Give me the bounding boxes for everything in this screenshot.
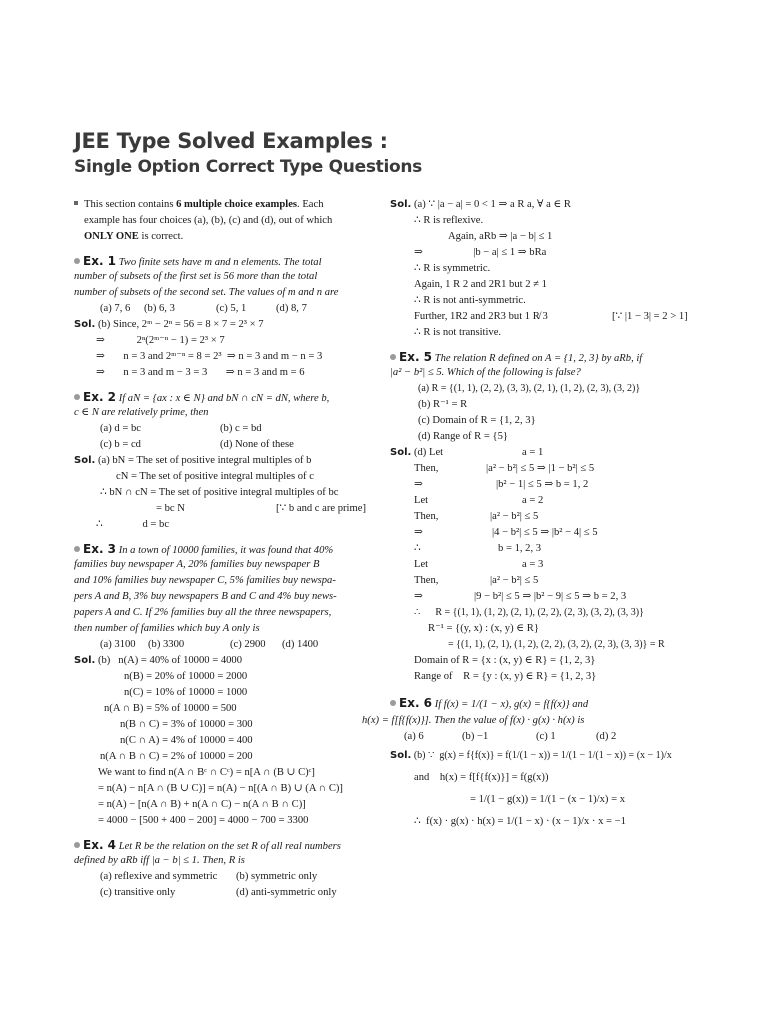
page-subtitle: Single Option Correct Type Questions xyxy=(74,157,423,178)
right-column xyxy=(362,197,700,833)
options: (a) 7, 6 (b) 6, 3 (c) 5, 1 (d) 8, 7 xyxy=(100,303,307,314)
example-label: Ex. 4 xyxy=(83,838,117,852)
example-label: Ex. 3 xyxy=(83,542,117,556)
example-label: Ex. 5 xyxy=(399,350,433,364)
solution-label: Sol. xyxy=(74,655,96,666)
example-label: Ex. 2 xyxy=(83,390,117,404)
bullet-dot-icon xyxy=(74,842,80,848)
example-3: Ex. 3 In a town of 10000 families, it was found that 40% families buy newspaper A, 20% families buy newspaper B and 10% families buy newspaper C, 5% families buy newspa- pers A and B, 3% buy newspapers B and C and 4% buy news- papers A and C. If 2% families buy all the three newspapers, then number of families which buy A only is (a) 3100 (b) 3300 (c) 2900 (d) 1400 Sol. (b) n(A) = 40% of 10000 = 4000 n(B) = 20% of 10000 = 2000 n(C) = 10% of 10000 = 1000 n(A ∩ B) = 5% of 10000 = 500 n(B ∩ C) = 3% of 10000 = 300 n(C ∩ A) = 4% of 10000 = 400 n(A ∩ B ∩ C) = 2% of 10000 = 200 We want to find n(A ∩ Bᶜ ∩ Cᶜ) = n[A ∩ (B ∪ C)ᶜ] = n(A) − n[A ∩ (B ∪ C)] = n(A) − n[(A ∩ B) ∪ (A ∩ C)] = n(A) − [n(A ∩ B) + n(A ∩ C) − n(A ∩ B ∩ C)] = 4000 − [500 + 400 − 200] = 4000 − 700 = 3300 xyxy=(74,542,343,826)
example-4: Ex. 4 Let R be the relation on the set R of all real numbers defined by aRb iff |a − b| ≤ 1. Then, R is (a) reflexive and symmetric (b) symmetric only (c) transitive only (d) anti-symmetric only xyxy=(74,838,341,898)
bullet-dot-icon xyxy=(74,394,80,400)
page-heading xyxy=(74,128,422,178)
example-6: Ex. 6 If f(x) = 1/(1 − x), g(x) = f{f(x)} and h(x) = f[f{f(x)}]. Then the value of f(x) · g(x) · h(x) is (a) 6 (b) −1 (c) 1 (d) 2 Sol. (b) ∵ g(x) = f{f(x)} = f(1/(1 − x)) = 1/(1 − 1/(1 − x)) = (x − 1)/x and h(x) = f[f{f(x)}] = f(g(x)) = 1/(1 − g(x)) = 1/(1 − (x − 1)/x) = x ∴ f(x) · g(x) · h(x) = 1/(1 − x) · (x − 1)/x · x = −1 xyxy=(362,696,672,827)
example-label: Ex. 1 xyxy=(83,254,117,268)
example-4-solution: Sol. (a) ∵ |a − a| = 0 < 1 ⇒ a R a, ∀ a ∈ R ∴ R is reflexive. Again, aRb ⇒ |a − b| ≤ 1 ⇒ |b − a| ≤ 1 ⇒ bRa ∴ R is symmetric. Again, 1 R 2 and 2R1 but 2 ≠ 1 ∴ R is not anti-symmetric. Further, 1R2 and 2R3 but 1 R̸ 3 [∵ |1 − 3| = 2 > 1] ∴ R is not transitive. xyxy=(390,199,688,338)
example-label: Ex. 6 xyxy=(399,696,433,710)
example-5: Ex. 5 The relation R defined on A = {1, 2, 3} by aRb, if |a² − b²| ≤ 5. Which of the following is false? (a) R = {(1, 1), (2, 2), (3, 3), (2, 1), (1, 2), (2, 3), (3, 2)} (b) R⁻¹ = R (c) Domain of R = {1, 2, 3} (d) Range of R = {5} Sol. (d) Let a = 1 Then, |a² − b²| ≤ 5 ⇒ |1 − b²| ≤ 5 ⇒ |b² − 1| ≤ 5 ⇒ b = 1, 2 Let a = 2 Then, |a² − b²| ≤ 5 ⇒ |4 − b²| ≤ 5 ⇒ |b² − 4| ≤ 5 ∴ b = 1, 2, 3 Let a = 3 Then, |a² − b²| ≤ 5 ⇒ |9 − b²| ≤ 5 ⇒ |b² − 9| ≤ 5 ⇒ b = 2, 3 ∴ R = {(1, 1), (1, 2), (2, 1), (2, 2), (2, 3), (3, 2), (3, 3)} R⁻¹ = {(y, x) : (x, y) ∈ R} = {(1, 1), (2, 1), (1, 2), (2, 2), (3, 2), (2, 3), (3, 3)} = R Domain of R = {x : (x, y) ∈ R} = {1, 2, 3} Range of R = {y : (x, y) ∈ R} = {1, 2, 3} xyxy=(390,350,665,682)
square-bullet-icon xyxy=(74,201,78,205)
intro-note: This section contains 6 multiple choice examples. Each example has four choices (a), (b), (c) and (d), out of which ONLY ONE is correct. xyxy=(74,197,382,245)
bullet-dot-icon xyxy=(390,700,396,706)
solution-label: Sol. xyxy=(390,750,412,761)
example-1: Ex. 1 Two finite sets have m and n elements. The total number of subsets of the first set is 56 more than the total number of subsets of the second set. The values of m and n are (a) 7, 6 (b) 6, 3 (c) 5, 1 (d) 8, 7 Sol. (b) Since, 2ᵐ − 2ⁿ = 56 = 8 × 7 = 2³ × 7 ⇒ 2ⁿ(2ᵐ⁻ⁿ − 1) = 2³ × 7 ⇒ n = 3 and 2ᵐ⁻ⁿ = 8 = 2³ ⇒ n = 3 and m − n = 3 ⇒ n = 3 and m − 3 = 3 ⇒ n = 3 and m = 6 xyxy=(74,253,382,381)
bullet-dot-icon xyxy=(74,258,80,264)
solution-label: Sol. xyxy=(390,199,412,210)
solution-label: Sol. xyxy=(74,319,96,330)
example-2: Ex. 2 If aN = {ax : x ∈ N} and bN ∩ cN = dN, where b, c ∈ N are relatively prime, then (a) d = bc (b) c = bd (c) b = cd (d) None of these Sol. (a) bN = The set of positive integral multiples of b cN = The set of positive integral multiples of c ∴ bN ∩ cN = The set of positive integral multiples of bc = bc N [∵ b and c are prime] ∴ d = bc xyxy=(74,390,366,530)
bullet-dot-icon xyxy=(390,354,396,360)
solution-label: Sol. xyxy=(390,447,412,458)
left-column xyxy=(74,197,382,901)
bullet-dot-icon xyxy=(74,546,80,552)
solution-label: Sol. xyxy=(74,455,96,466)
page-title: JEE Type Solved Examples : xyxy=(74,129,388,153)
